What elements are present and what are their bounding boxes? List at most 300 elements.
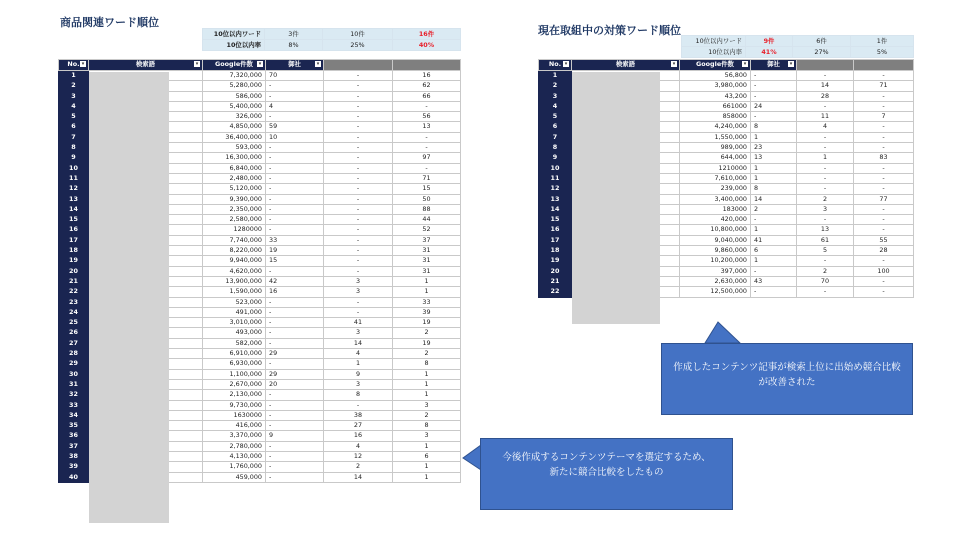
google-count-cell: 7,740,000 [203, 235, 266, 245]
our-rank-cell: - [266, 390, 324, 400]
competitor-2-rank-cell: - [393, 101, 461, 111]
competitor-2-rank-cell: - [393, 132, 461, 142]
competitor-2-rank-cell: 7 [854, 112, 914, 122]
google-count-cell: 1280000 [203, 225, 266, 235]
filter-dropdown-icon[interactable]: ▾ [316, 61, 320, 67]
competitor-1-rank-cell: 13 [797, 225, 854, 235]
competitor-2-rank-cell: - [393, 163, 461, 173]
our-rank-cell: 8 [751, 122, 797, 132]
google-count-cell: 593,000 [203, 143, 266, 153]
our-rank-cell: 1 [751, 173, 797, 183]
competitor-2-rank-cell: 77 [854, 194, 914, 204]
google-count-cell: 9,040,000 [680, 235, 751, 245]
column-header-keyword[interactable]: 検索語 ▾ [89, 60, 203, 71]
competitor-2-rank-cell: - [854, 256, 914, 266]
our-rank-cell: - [751, 91, 797, 101]
google-count-cell: 36,400,000 [203, 132, 266, 142]
row-number: 12 [539, 184, 572, 194]
filter-dropdown-icon[interactable]: ▾ [789, 61, 793, 67]
our-rank-cell: 6 [751, 246, 797, 256]
google-count-cell: 459,000 [203, 472, 266, 482]
row-number: 6 [59, 122, 89, 132]
competitor-1-rank-cell: - [324, 225, 393, 235]
competitor-1-rank-cell: 4 [324, 349, 393, 359]
google-count-cell: 416,000 [203, 421, 266, 431]
our-rank-cell: - [266, 338, 324, 348]
row-number: 29 [59, 359, 89, 369]
competitor-2-rank-cell: - [854, 184, 914, 194]
competitor-1-rank-cell: - [324, 235, 393, 245]
google-count-cell: 586,000 [203, 91, 266, 101]
google-count-cell: 16,300,000 [203, 153, 266, 163]
row-number: 5 [59, 112, 89, 122]
row-number: 17 [59, 235, 89, 245]
our-rank-cell: 19 [266, 246, 324, 256]
competitor-1-rank-cell: - [324, 122, 393, 132]
row-number: 23 [59, 297, 89, 307]
our-rank-cell: 59 [266, 122, 324, 132]
our-rank-cell: 1 [751, 163, 797, 173]
competitor-2-rank-cell: 44 [393, 215, 461, 225]
google-count-cell: 4,130,000 [203, 451, 266, 461]
our-rank-cell: - [266, 421, 324, 431]
google-count-cell: 1,760,000 [203, 462, 266, 472]
our-rank-cell: - [266, 318, 324, 328]
google-count-cell: 1,590,000 [203, 287, 266, 297]
row-number: 15 [539, 215, 572, 225]
competitor-2-rank-cell: 55 [854, 235, 914, 245]
google-count-cell: 989,000 [680, 143, 751, 153]
left-summary-label-words: 10位以内ワード [203, 29, 265, 40]
google-count-cell: 3,010,000 [203, 318, 266, 328]
competitor-2-rank-cell: 37 [393, 235, 461, 245]
row-number: 15 [59, 215, 89, 225]
google-count-cell: 397,000 [680, 266, 751, 276]
our-rank-cell: 15 [266, 256, 324, 266]
competitor-1-rank-cell: 14 [324, 472, 393, 482]
competitor-1-rank-cell: - [797, 256, 854, 266]
our-rank-cell: - [266, 410, 324, 420]
competitor-1-rank-cell: 2 [797, 194, 854, 204]
left-summary-value: 8% [265, 40, 323, 51]
row-number: 34 [59, 410, 89, 420]
row-number: 24 [59, 307, 89, 317]
google-count-cell: 5,400,000 [203, 101, 266, 111]
google-count-cell: 2,130,000 [203, 390, 266, 400]
competitor-1-rank-cell: 2 [797, 266, 854, 276]
competitor-2-rank-cell: - [854, 122, 914, 132]
google-count-cell: 2,480,000 [203, 173, 266, 183]
competitor-2-rank-cell: 6 [393, 451, 461, 461]
our-rank-cell: 1 [751, 256, 797, 266]
row-number: 20 [539, 266, 572, 276]
competitor-1-rank-cell: 61 [797, 235, 854, 245]
our-rank-cell: 1 [751, 225, 797, 235]
google-count-cell: 1210000 [680, 163, 751, 173]
row-number: 14 [59, 204, 89, 214]
row-number: 30 [59, 369, 89, 379]
competitor-1-rank-cell: - [324, 256, 393, 266]
google-count-cell: 6,910,000 [203, 349, 266, 359]
competitor-2-rank-cell: 1 [393, 287, 461, 297]
row-number: 18 [539, 246, 572, 256]
row-number: 38 [59, 451, 89, 461]
competitor-2-rank-cell: 1 [393, 276, 461, 286]
row-number: 10 [59, 163, 89, 173]
row-number: 40 [59, 472, 89, 482]
google-count-cell: 2,580,000 [203, 215, 266, 225]
competitor-2-rank-cell: 66 [393, 91, 461, 101]
competitor-2-rank-cell: 2 [393, 328, 461, 338]
row-number: 36 [59, 431, 89, 441]
competitor-1-rank-cell: 41 [324, 318, 393, 328]
row-number: 37 [59, 441, 89, 451]
google-count-cell: 644,000 [680, 153, 751, 163]
competitor-1-rank-cell: - [324, 204, 393, 214]
competitor-1-rank-cell: 12 [324, 451, 393, 461]
our-rank-cell: - [266, 451, 324, 461]
google-count-cell: 6,840,000 [203, 163, 266, 173]
column-header-our-company[interactable]: 御社 ▾ [266, 60, 324, 71]
competitor-1-rank-cell: - [324, 297, 393, 307]
google-count-cell: 10,200,000 [680, 256, 751, 266]
google-count-cell: 9,860,000 [680, 246, 751, 256]
google-count-cell: 4,850,000 [203, 122, 266, 132]
right-summary-value: 1件 [851, 36, 914, 47]
row-number: 19 [59, 256, 89, 266]
row-number: 19 [539, 256, 572, 266]
competitor-1-rank-cell: - [324, 215, 393, 225]
competitor-2-rank-cell: 62 [393, 81, 461, 91]
column-header-google-count[interactable]: Google件数 ▾ [680, 60, 751, 71]
competitor-1-rank-cell: 14 [324, 338, 393, 348]
our-rank-cell: 43 [751, 276, 797, 286]
competitor-1-rank-cell: - [797, 184, 854, 194]
competitor-1-rank-cell: - [324, 81, 393, 91]
our-rank-cell: 29 [266, 349, 324, 359]
competitor-2-rank-cell: 2 [393, 349, 461, 359]
our-rank-cell: 24 [751, 101, 797, 111]
google-count-cell: 13,900,000 [203, 276, 266, 286]
row-number: 4 [59, 101, 89, 111]
competitor-1-rank-cell: 3 [797, 204, 854, 214]
google-count-cell: 7,320,000 [203, 71, 266, 81]
row-number: 28 [59, 349, 89, 359]
row-number: 33 [59, 400, 89, 410]
our-rank-cell: - [751, 112, 797, 122]
row-number: 2 [539, 81, 572, 91]
our-rank-cell: 23 [751, 143, 797, 153]
our-rank-cell: - [266, 204, 324, 214]
google-count-cell: 10,800,000 [680, 225, 751, 235]
competitor-2-rank-cell: 88 [393, 204, 461, 214]
row-number: 22 [539, 287, 572, 297]
row-number: 21 [59, 276, 89, 286]
our-rank-cell: 41 [751, 235, 797, 245]
row-number: 11 [59, 173, 89, 183]
our-rank-cell: - [266, 215, 324, 225]
row-number: 9 [539, 153, 572, 163]
our-rank-cell: 14 [751, 194, 797, 204]
competitor-1-rank-cell: - [324, 307, 393, 317]
google-count-cell: 4,240,000 [680, 122, 751, 132]
our-rank-cell: - [751, 266, 797, 276]
row-number: 13 [539, 194, 572, 204]
left-callout-pointer [463, 445, 481, 470]
competitor-1-rank-cell: - [324, 153, 393, 163]
competitor-2-rank-cell: - [854, 91, 914, 101]
filter-dropdown-icon[interactable]: ▾ [195, 61, 199, 67]
row-number: 7 [59, 132, 89, 142]
column-header-no[interactable]: No. ▾ [539, 60, 572, 71]
our-rank-cell: - [266, 153, 324, 163]
competitor-2-rank-cell: - [854, 287, 914, 297]
row-number: 35 [59, 421, 89, 431]
google-count-cell: 1,100,000 [203, 369, 266, 379]
our-rank-cell: - [266, 184, 324, 194]
competitor-2-rank-cell: 15 [393, 184, 461, 194]
competitor-1-rank-cell: 4 [324, 441, 393, 451]
our-rank-cell: - [266, 173, 324, 183]
competitor-1-rank-cell: - [324, 143, 393, 153]
competitor-2-rank-cell: 13 [393, 122, 461, 132]
competitor-1-rank-cell: - [797, 132, 854, 142]
google-count-cell: 2,670,000 [203, 379, 266, 389]
competitor-1-rank-cell: - [797, 163, 854, 173]
competitor-1-rank-cell: 16 [324, 431, 393, 441]
google-count-cell: 183000 [680, 204, 751, 214]
google-count-cell: 420,000 [680, 215, 751, 225]
row-number: 1 [59, 71, 89, 81]
column-header-google-count[interactable]: Google件数 ▾ [203, 60, 266, 71]
row-number: 4 [539, 101, 572, 111]
our-rank-cell: - [266, 91, 324, 101]
our-rank-cell: - [266, 359, 324, 369]
competitor-1-rank-cell: - [797, 71, 854, 81]
competitor-1-rank-cell: 4 [797, 122, 854, 132]
our-rank-cell: - [266, 462, 324, 472]
our-rank-cell: - [751, 215, 797, 225]
competitor-1-rank-cell: - [797, 101, 854, 111]
our-rank-cell: - [266, 143, 324, 153]
row-number: 8 [539, 143, 572, 153]
right-callout-pointer [705, 322, 740, 343]
our-rank-cell: - [266, 266, 324, 276]
competitor-1-rank-cell: 3 [324, 287, 393, 297]
competitor-1-rank-cell: 9 [324, 369, 393, 379]
column-header-keyword[interactable]: 検索語 ▾ [572, 60, 680, 71]
competitor-2-rank-cell: 1 [393, 472, 461, 482]
row-number: 26 [59, 328, 89, 338]
competitor-2-rank-cell: 19 [393, 338, 461, 348]
row-number: 16 [59, 225, 89, 235]
left-table-title: 商品関連ワード順位 [60, 16, 159, 29]
competitor-1-rank-cell: - [324, 246, 393, 256]
row-number: 17 [539, 235, 572, 245]
row-number: 21 [539, 276, 572, 286]
competitor-2-rank-cell: 8 [393, 421, 461, 431]
filter-dropdown-icon[interactable]: ▾ [743, 61, 747, 67]
row-number: 14 [539, 204, 572, 214]
right-summary-value: 6件 [793, 36, 851, 47]
competitor-1-rank-cell: - [797, 143, 854, 153]
filter-dropdown-icon[interactable]: ▾ [672, 61, 676, 67]
competitor-1-rank-cell: 27 [324, 421, 393, 431]
left-callout-text: 今後作成するコンテンツテーマを選定するため、新たに競合比較をしたもの [502, 452, 711, 478]
competitor-1-rank-cell: 28 [797, 91, 854, 101]
row-number: 27 [59, 338, 89, 348]
google-count-cell: 493,000 [203, 328, 266, 338]
row-number: 10 [539, 163, 572, 173]
our-rank-cell: 29 [266, 369, 324, 379]
row-number: 20 [59, 266, 89, 276]
column-header-our-company[interactable]: 御社 ▾ [751, 60, 797, 71]
competitor-1-rank-cell: 3 [324, 276, 393, 286]
row-number: 25 [59, 318, 89, 328]
our-rank-cell: - [751, 81, 797, 91]
competitor-1-rank-cell: - [797, 215, 854, 225]
google-count-cell: 1630000 [203, 410, 266, 420]
google-count-cell: 239,000 [680, 184, 751, 194]
row-number: 3 [539, 91, 572, 101]
competitor-2-rank-cell: - [854, 163, 914, 173]
our-rank-cell: - [266, 297, 324, 307]
competitor-1-rank-cell: - [324, 132, 393, 142]
competitor-2-rank-cell: 19 [393, 318, 461, 328]
our-rank-cell: - [266, 163, 324, 173]
right-callout-box [661, 343, 913, 415]
competitor-1-rank-cell: 3 [324, 379, 393, 389]
row-number: 13 [59, 194, 89, 204]
google-count-cell: 582,000 [203, 338, 266, 348]
row-number: 3 [59, 91, 89, 101]
competitor-1-rank-cell: - [797, 173, 854, 183]
competitor-2-rank-cell: - [854, 132, 914, 142]
left-summary-value-highlight: 40% [393, 40, 461, 51]
left-summary-value: 25% [323, 40, 393, 51]
competitor-1-rank-cell: - [324, 184, 393, 194]
left-summary-label-rate: 10位以内率 [203, 40, 265, 51]
competitor-2-rank-cell: 1 [393, 462, 461, 472]
competitor-2-rank-cell: - [854, 173, 914, 183]
competitor-2-rank-cell: 83 [854, 153, 914, 163]
filter-dropdown-icon[interactable]: ▾ [81, 61, 85, 67]
row-number: 8 [59, 143, 89, 153]
competitor-1-rank-cell: - [324, 101, 393, 111]
right-summary-label-rate: 10位以内率 [682, 47, 746, 58]
row-number: 2 [59, 81, 89, 91]
our-rank-cell: - [266, 400, 324, 410]
competitor-2-rank-cell: 28 [854, 246, 914, 256]
competitor-1-rank-cell: 3 [324, 328, 393, 338]
row-number: 12 [59, 184, 89, 194]
competitor-1-rank-cell: - [324, 112, 393, 122]
google-count-cell: 6,930,000 [203, 359, 266, 369]
competitor-1-rank-cell: 1 [797, 153, 854, 163]
competitor-1-rank-cell: 8 [324, 390, 393, 400]
our-rank-cell: - [266, 441, 324, 451]
competitor-1-rank-cell: - [324, 91, 393, 101]
google-count-cell: 5,280,000 [203, 81, 266, 91]
column-header-no[interactable]: No. ▾ [59, 60, 89, 71]
competitor-1-rank-cell: - [324, 266, 393, 276]
row-number: 32 [59, 390, 89, 400]
competitor-2-rank-cell: - [854, 225, 914, 235]
competitor-2-rank-cell: - [854, 143, 914, 153]
competitor-2-rank-cell: 1 [393, 369, 461, 379]
row-number: 5 [539, 112, 572, 122]
competitor-1-rank-cell: 5 [797, 246, 854, 256]
competitor-2-rank-cell: - [854, 71, 914, 81]
our-rank-cell: 16 [266, 287, 324, 297]
left-summary-value: 10件 [323, 29, 393, 40]
competitor-1-rank-cell: - [324, 400, 393, 410]
right-summary-value-highlight: 41% [746, 47, 793, 58]
row-number: 1 [539, 71, 572, 81]
filter-dropdown-icon[interactable]: ▾ [564, 61, 568, 67]
competitor-1-rank-cell: 11 [797, 112, 854, 122]
google-count-cell: 9,390,000 [203, 194, 266, 204]
competitor-2-rank-cell: 97 [393, 153, 461, 163]
row-number: 9 [59, 153, 89, 163]
our-rank-cell: 4 [266, 101, 324, 111]
google-count-cell: 2,780,000 [203, 441, 266, 451]
google-count-cell: 523,000 [203, 297, 266, 307]
google-count-cell: 9,940,000 [203, 256, 266, 266]
left-summary-value-highlight: 16件 [393, 29, 461, 40]
competitor-2-rank-cell: 1 [393, 390, 461, 400]
google-count-cell: 56,800 [680, 71, 751, 81]
our-rank-cell: 1 [751, 132, 797, 142]
competitor-2-rank-cell: 16 [393, 71, 461, 81]
right-summary-value-highlight: 9件 [746, 36, 793, 47]
our-rank-cell: - [266, 194, 324, 204]
google-count-cell: 7,610,000 [680, 173, 751, 183]
right-callout-text: 作成したコンテンツ記事が検索上位に出始め競合比較が改善された [673, 362, 901, 388]
our-rank-cell: - [266, 81, 324, 91]
competitor-1-rank-cell: 2 [324, 462, 393, 472]
our-rank-cell: 70 [266, 71, 324, 81]
our-rank-cell: - [266, 307, 324, 317]
competitor-2-rank-cell: - [393, 143, 461, 153]
our-rank-cell: 8 [751, 184, 797, 194]
competitor-2-rank-cell: 39 [393, 307, 461, 317]
competitor-2-rank-cell: 33 [393, 297, 461, 307]
row-number: 7 [539, 132, 572, 142]
competitor-2-rank-cell: 71 [393, 173, 461, 183]
competitor-1-rank-cell: - [324, 194, 393, 204]
our-rank-cell: 42 [266, 276, 324, 286]
row-number: 39 [59, 462, 89, 472]
google-count-cell: 43,200 [680, 91, 751, 101]
competitor-2-rank-cell: 31 [393, 246, 461, 256]
competitor-1-rank-cell: 38 [324, 410, 393, 420]
google-count-cell: 3,980,000 [680, 81, 751, 91]
competitor-2-rank-cell: 31 [393, 256, 461, 266]
row-number: 6 [539, 122, 572, 132]
row-number: 11 [539, 173, 572, 183]
filter-dropdown-icon[interactable]: ▾ [258, 61, 262, 67]
google-count-cell: 3,370,000 [203, 431, 266, 441]
google-count-cell: 4,620,000 [203, 266, 266, 276]
google-count-cell: 491,000 [203, 307, 266, 317]
our-rank-cell: 13 [751, 153, 797, 163]
competitor-2-rank-cell: 1 [393, 441, 461, 451]
our-rank-cell: 33 [266, 235, 324, 245]
right-summary-value: 27% [793, 47, 851, 58]
google-count-cell: 326,000 [203, 112, 266, 122]
our-rank-cell: - [266, 225, 324, 235]
